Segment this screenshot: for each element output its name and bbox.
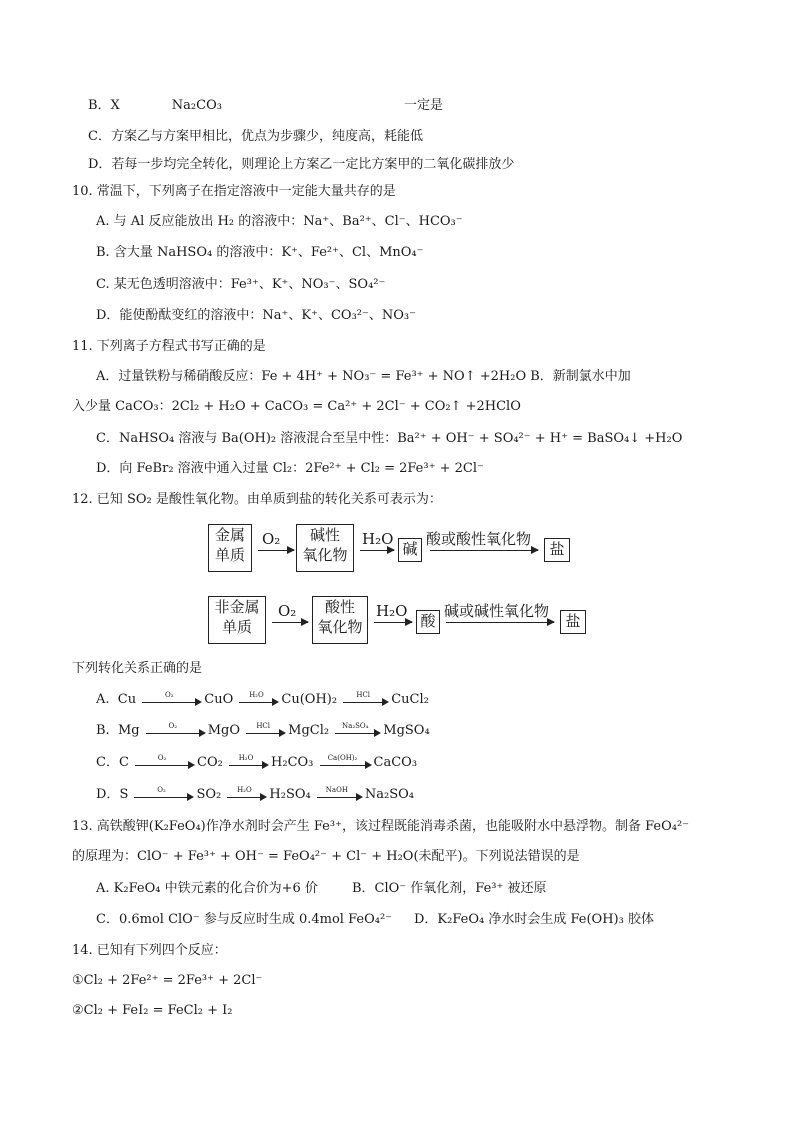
reaction-arrow	[335, 721, 381, 738]
arrow	[446, 622, 554, 623]
condition: Na₂SO₄	[342, 721, 369, 730]
condition: HCl	[356, 690, 371, 699]
arrow-label-acid: 酸或酸性氧化物	[426, 530, 532, 548]
reaction-arrow	[134, 785, 194, 802]
q11-stem: 11. 下列离子方程式书写正确的是	[72, 339, 266, 354]
species: Cu	[117, 692, 137, 707]
species: CaCO₃	[373, 755, 418, 770]
box-line: 氧化物	[302, 546, 348, 564]
species: MgO	[207, 723, 241, 738]
species: MgCl₂	[288, 723, 330, 738]
reaction-arrow	[146, 721, 206, 738]
q12-option-c	[96, 754, 417, 772]
condition: NaOH	[325, 785, 348, 794]
condition: O₂	[157, 753, 167, 762]
q10-option-b: B. 含大量 NaHSO₄ 的溶液中：K⁺、Fe²⁺、Cl、MnO₄⁻	[96, 245, 424, 260]
q13-stem-line1: 13. 高铁酸钾(K₂FeO₄)作净水剂时会产生 Fe³⁺，该过程既能消毒杀菌，也能吸附水中悬浮物。制备 FeO₄²⁻	[72, 819, 690, 834]
box-line: 非金属	[214, 598, 260, 616]
species: SO₂	[196, 787, 222, 802]
arrow	[258, 550, 294, 551]
arrow-label-h2o: H₂O	[362, 530, 394, 548]
species: S	[119, 787, 129, 802]
condition: H₂O	[237, 785, 252, 794]
box-line: 单质	[214, 546, 245, 564]
metal-element-box	[208, 524, 252, 572]
q9-option-d: D．若每一步均完全转化，则理论上方案乙一定比方案甲的二氧化碳排放少	[88, 157, 515, 172]
q12-option-d	[96, 786, 414, 804]
q14-reaction-2: ②Cl₂ + FeI₂ = FeCl₂ + I₂	[72, 1003, 233, 1018]
q10-option-c: C. 某无色透明溶液中：Fe³⁺、K⁺、NO₃⁻、SO₄²⁻	[96, 277, 386, 292]
q13-option-d: D．K₂FeO₄ 净水时会生成 Fe(OH)₃ 胶体	[414, 912, 654, 927]
species: Cu(OH)₂	[281, 692, 338, 707]
species: MgSO₄	[383, 723, 430, 738]
reaction-arrow	[142, 690, 202, 707]
reaction-arrow	[343, 690, 389, 707]
species: Mg	[117, 723, 140, 738]
option-label: D．	[96, 787, 120, 802]
q9-option-c: C．方案乙与方案甲相比，优点为步骤少，纯度高，耗能低	[88, 129, 423, 144]
arrow	[360, 550, 394, 551]
condition: O₂	[164, 690, 174, 699]
box-line: 酸性	[324, 598, 355, 616]
condition: H₂O	[249, 690, 264, 699]
species: CuCl₂	[391, 692, 429, 707]
q13-option-c: C．0.6mol ClO⁻ 参与反应时生成 0.4mol FeO₄²⁻	[96, 912, 393, 927]
q9-option-b: B．X Na₂CO₃ 一定是	[88, 98, 443, 113]
species: H₂CO₃	[271, 755, 314, 770]
species: H₂SO₄	[269, 787, 311, 802]
reaction-arrow	[246, 721, 286, 738]
condition: O₂	[168, 721, 177, 730]
reaction-arrow	[239, 690, 279, 707]
condition: H₂O	[238, 753, 254, 762]
salt-box: 盐	[544, 538, 570, 562]
q10-option-d: D．能使酚酞变红的溶液中：Na⁺、K⁺、CO₃²⁻、NO₃⁻	[96, 308, 416, 323]
reaction-arrow	[317, 785, 363, 802]
arrow	[374, 622, 412, 623]
acid-box: 酸	[416, 610, 440, 634]
q10-stem: 10. 常温下，下列离子在指定溶液中一定能大量共存的是	[72, 184, 396, 199]
option-label: B.	[96, 723, 110, 738]
arrow	[272, 622, 308, 623]
condition: HCl	[256, 721, 271, 730]
q13-option-a: A. K₂FeO₄ 中铁元素的化合价为+6 价	[96, 881, 318, 896]
condition: Ca(OH)₂	[327, 753, 358, 762]
arrow-label-o2: O₂	[262, 530, 281, 548]
arrow-label-h2o: H₂O	[376, 602, 408, 620]
species: Na₂SO₄	[364, 787, 414, 802]
reaction-arrow	[229, 753, 269, 770]
q11-option-b-cont: 入少量 CaCO₃：2Cl₂ + H₂O + CaCO₃ = Ca²⁺ + 2Cl⁻ + CO₂↑ +2HClO	[72, 399, 521, 414]
species: CO₂	[197, 755, 223, 770]
q12-stem: 12. 已知 SO₂ 是酸性氧化物。由单质到盐的转化关系可表示为：	[72, 492, 442, 507]
salt-box: 盐	[560, 610, 586, 634]
reaction-arrow	[135, 753, 195, 770]
q13-stem-line2: 的原理为：ClO⁻ + Fe³⁺ + OH⁻ = FeO₄²⁻ + Cl⁻ + H₂O(未配平)。下列说法错误的是	[72, 849, 580, 864]
box-line: 氧化物	[317, 618, 363, 636]
box-line: 碱性	[309, 526, 340, 544]
q11-option-c: C．NaHSO₄ 溶液与 Ba(OH)₂ 溶液混合至呈中性：Ba²⁺ + OH⁻ + SO₄²⁻ + H⁺ = BaSO₄↓ +H₂O	[96, 431, 683, 446]
nonmetal-element-box	[208, 596, 266, 644]
acidic-oxide-box	[312, 596, 368, 644]
species: C	[118, 755, 129, 770]
reaction-arrow	[320, 753, 372, 770]
option-label: A.	[96, 692, 110, 707]
arrow	[430, 550, 538, 551]
condition: O₂	[157, 785, 166, 794]
reaction-arrow	[227, 785, 267, 802]
q13-option-b: B．ClO⁻ 作氧化剂，Fe³⁺ 被还原	[352, 881, 547, 896]
species: CuO	[204, 692, 234, 707]
q12-option-b	[96, 722, 430, 740]
box-line: 金属	[214, 526, 245, 544]
option-label: C．	[96, 755, 119, 770]
arrow-label-o2: O₂	[278, 602, 297, 620]
q10-option-a: A. 与 Al 反应能放出 H₂ 的溶液中：Na⁺、Ba²⁺、Cl⁻、HCO₃⁻	[96, 214, 463, 229]
q12-option-a	[96, 691, 429, 709]
q12-question: 下列转化关系正确的是	[72, 661, 203, 676]
q11-option-d: D．向 FeBr₂ 溶液中通入过量 Cl₂：2Fe²⁺ + Cl₂ = 2Fe³⁺ + 2Cl⁻	[96, 461, 484, 476]
box-line: 单质	[221, 618, 252, 636]
q11-option-a: A．过量铁粉与稀硝酸反应：Fe + 4H⁺ + NO₃⁻ = Fe³⁺ + NO↑ +2H₂O B．新制氯水中加	[96, 369, 631, 384]
base-box: 碱	[398, 538, 422, 562]
basic-oxide-box	[296, 524, 354, 572]
q14-stem: 14. 已知有下列四个反应：	[72, 943, 227, 958]
arrow-label-base: 碱或碱性氧化物	[444, 602, 550, 620]
q14-reaction-1: ①Cl₂ + 2Fe²⁺ = 2Fe³⁺ + 2Cl⁻	[72, 973, 263, 988]
